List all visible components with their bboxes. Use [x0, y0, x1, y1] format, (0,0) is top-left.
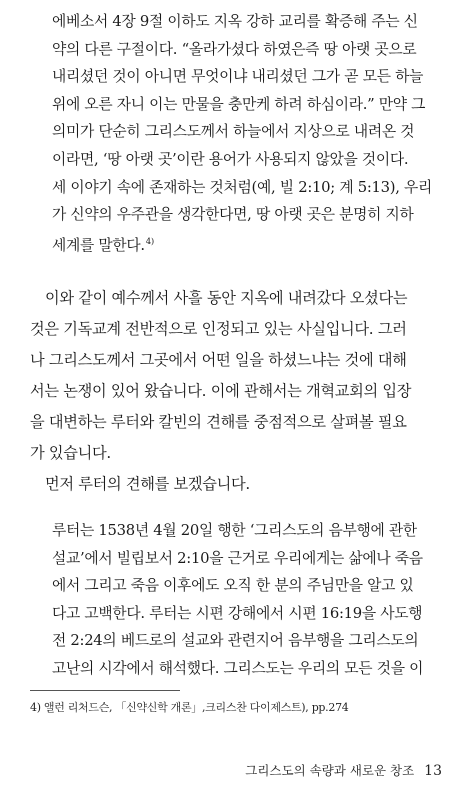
body-line: 을 대변하는 루터와 칼빈의 견해를 중점적으로 살펴볼 필요	[30, 413, 407, 431]
quote1-line: 약의 다른 구절이다. “올라가셨다 하였은즉 땅 아랫 곳으로	[52, 40, 417, 58]
quote1-line: 세 이야기 속에 존재하는 것처럼(예, 빌 2:10; 계 5:13), 우리	[52, 178, 433, 196]
quote2-line: 다고 고백한다. 루터는 시편 강해에서 시편 16:19을 사도행	[52, 604, 423, 622]
footnote-reference[interactable]: 4)	[145, 236, 154, 247]
quote1-line: 내리셨던 것이 아니면 무엇이냐 내리셨던 그가 곧 모든 하늘	[52, 68, 424, 86]
quote1-line: 이라면, ‘땅 아랫 곳’이란 용어가 사용되지 않았을 것이다.	[52, 150, 409, 168]
body-line: 서는 논쟁이 있어 왔습니다. 이에 관해서는 개혁교회의 입장	[30, 382, 412, 400]
quote2-line: 에서 그리고 죽음 이후에도 오직 한 분의 주님만을 알고 있	[52, 577, 414, 595]
body-line: 가 있습니다.	[30, 444, 111, 462]
page-footer	[245, 761, 442, 779]
footnote-divider	[30, 690, 180, 691]
body-line: 이와 같이 예수께서 사흘 동안 지옥에 내려갔다 오셨다는	[45, 289, 408, 307]
body-line: 먼저 루터의 견해를 보겠습니다.	[45, 475, 250, 493]
quote2-line: 전 2:24의 베드로의 설교와 관련지어 음부행을 그리스도의	[52, 632, 419, 650]
quote2-line: 설교’에서 빌립보서 2:10을 근거로 우리에게는 삶에나 죽음	[52, 549, 423, 567]
quote1-line: 위에 오른 자니 이는 만물을 충만케 하려 하심이라.” 만약 그	[52, 95, 426, 113]
page-number: 13	[424, 763, 442, 779]
block-quote-luther	[52, 517, 444, 683]
quote1-line-text: 세계를 말한다.	[52, 236, 145, 254]
quote1-line: 에베소서 4장 9절 이하도 지옥 강하 교리를 확증해 주는 신	[52, 13, 418, 30]
body-line: 것은 기독교계 전반적으로 인정되고 있는 사실입니다. 그러	[30, 320, 407, 338]
running-title: 그리스도의 속량과 새로운 창조	[245, 763, 415, 778]
quote1-line: 가 신약의 우주관을 생각한다면, 땅 아랫 곳은 분명히 지하	[52, 206, 414, 224]
quote1-line-last	[52, 229, 444, 260]
quote2-line: 루터는 1538년 4월 20일 행한 ‘그리스도의 음부행에 관한	[52, 522, 417, 539]
footnote: 4) 앨런 리처드슨, 「신약신학 개론」,크리스찬 다이제스트), pp.274	[30, 701, 349, 714]
quote2-line: 고난의 시각에서 해석했다. 그리스도는 우리의 모든 것을 이	[52, 659, 424, 677]
block-quote-ephesians	[52, 8, 444, 259]
body-line: 나 그리스도께서 그곳에서 어떤 일을 하셨느냐는 것에 대해	[30, 351, 407, 369]
body-paragraphs	[30, 283, 444, 500]
quote1-line: 의미가 단순히 그리스도께서 하늘에서 지상으로 내려온 것	[52, 123, 415, 141]
